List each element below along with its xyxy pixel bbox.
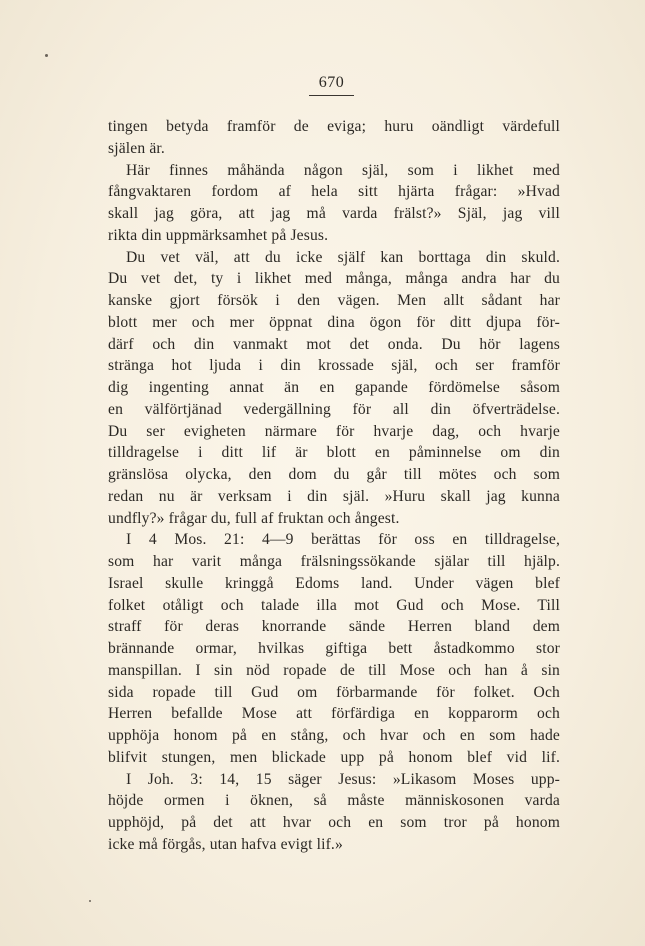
body-text [108, 116, 560, 856]
text-line: brännande ormar, hvilkas giftiga bett åstadkommo stor [108, 640, 560, 657]
text-line: Du ser evigheten närmare för hvarje dag, och hvarje [108, 422, 560, 440]
text-line: dig ingenting annat än en gapande fördömelse såsom [108, 379, 560, 396]
text-line: Du vet det, ty i likhet med många, många andra har du [108, 270, 560, 288]
text-line: höjde ormen i öknen, så måste människosonen varda [108, 792, 560, 810]
text-line: redan nu är verksam i din själ. »Huru skall jag kunna [108, 487, 560, 505]
page-number-text: 670 [309, 74, 355, 96]
text-line: upphöja honom på en stång, och hvar och en som hade [108, 727, 560, 744]
text-line: som har varit många frälsningssökande själar till hjälp. [108, 553, 560, 570]
text-line: manspillan. I sin nöd ropade de till Mose och han å sin [108, 661, 560, 679]
text-line: blifvit stungen, men blickade upp på honom blef vid lif. [108, 748, 560, 766]
text-line: därf och din vanmakt mot det onda. Du hör lagens [108, 335, 560, 353]
text-line: Här finnes måhända någon själ, som i likhet med [126, 161, 560, 179]
text-line: fångvaktaren fordom af hela sitt hjärta frågar: »Hvad [108, 183, 560, 201]
text-line: en välförtjänad vedergällning för all din öfverträdelse. [108, 400, 560, 418]
text-line: rikta din uppmärksamhet på Jesus. [108, 226, 329, 244]
text-line: stränga hot ljuda i din krossade själ, och ser framför [108, 357, 560, 375]
text-line: icke må förgås, utan hafva evigt lif.» [108, 835, 343, 853]
text-line: undfly?» frågar du, full af fruktan och ångest. [108, 509, 400, 527]
text-line: Du vet väl, att du icke själf kan borttaga din skuld. [126, 248, 560, 266]
text-line: gränslösa olycka, den dom du går till mötes och som [108, 466, 560, 483]
text-line: Israel skulle kringgå Edoms land. Under vägen blef [108, 574, 560, 592]
text-line: tilldragelse i ditt lif är blott en påminnelse om din [108, 444, 560, 462]
text-line: blott mer och mer öppnat dina ögon för ditt djupa för- [108, 313, 560, 331]
text-line: sida ropade till Gud om förbarmande för folket. Och [108, 683, 560, 701]
text-line: I 4 Mos. 21: 4—9 berättas för oss en tilldragelse, [126, 531, 560, 549]
text-line: skall jag göra, att jag må varda frälst?» Själ, jag vill [108, 205, 560, 222]
ink-speck [45, 54, 48, 57]
text-line: upphöjd, på det att hvar och en som tror på honom [108, 814, 560, 831]
text-line: straff för deras knorrande sände Herren bland dem [108, 618, 560, 636]
text-line: Herren befallde Mose att förfärdiga en kopparorm och [108, 705, 560, 723]
text-line: folket otåligt och talade illa mot Gud och Mose. Till [108, 596, 560, 614]
ink-speck [89, 900, 91, 902]
text-line: själen är. [108, 139, 165, 157]
text-line: kanske gjort försök i den vägen. Men allt sådant har [108, 292, 560, 309]
text-line: I Joh. 3: 14, 15 säger Jesus: »Likasom Moses upp- [126, 770, 560, 788]
text-line: tingen betyda framför de eviga; huru oändligt värdefull [108, 118, 560, 135]
page-number [0, 74, 645, 96]
